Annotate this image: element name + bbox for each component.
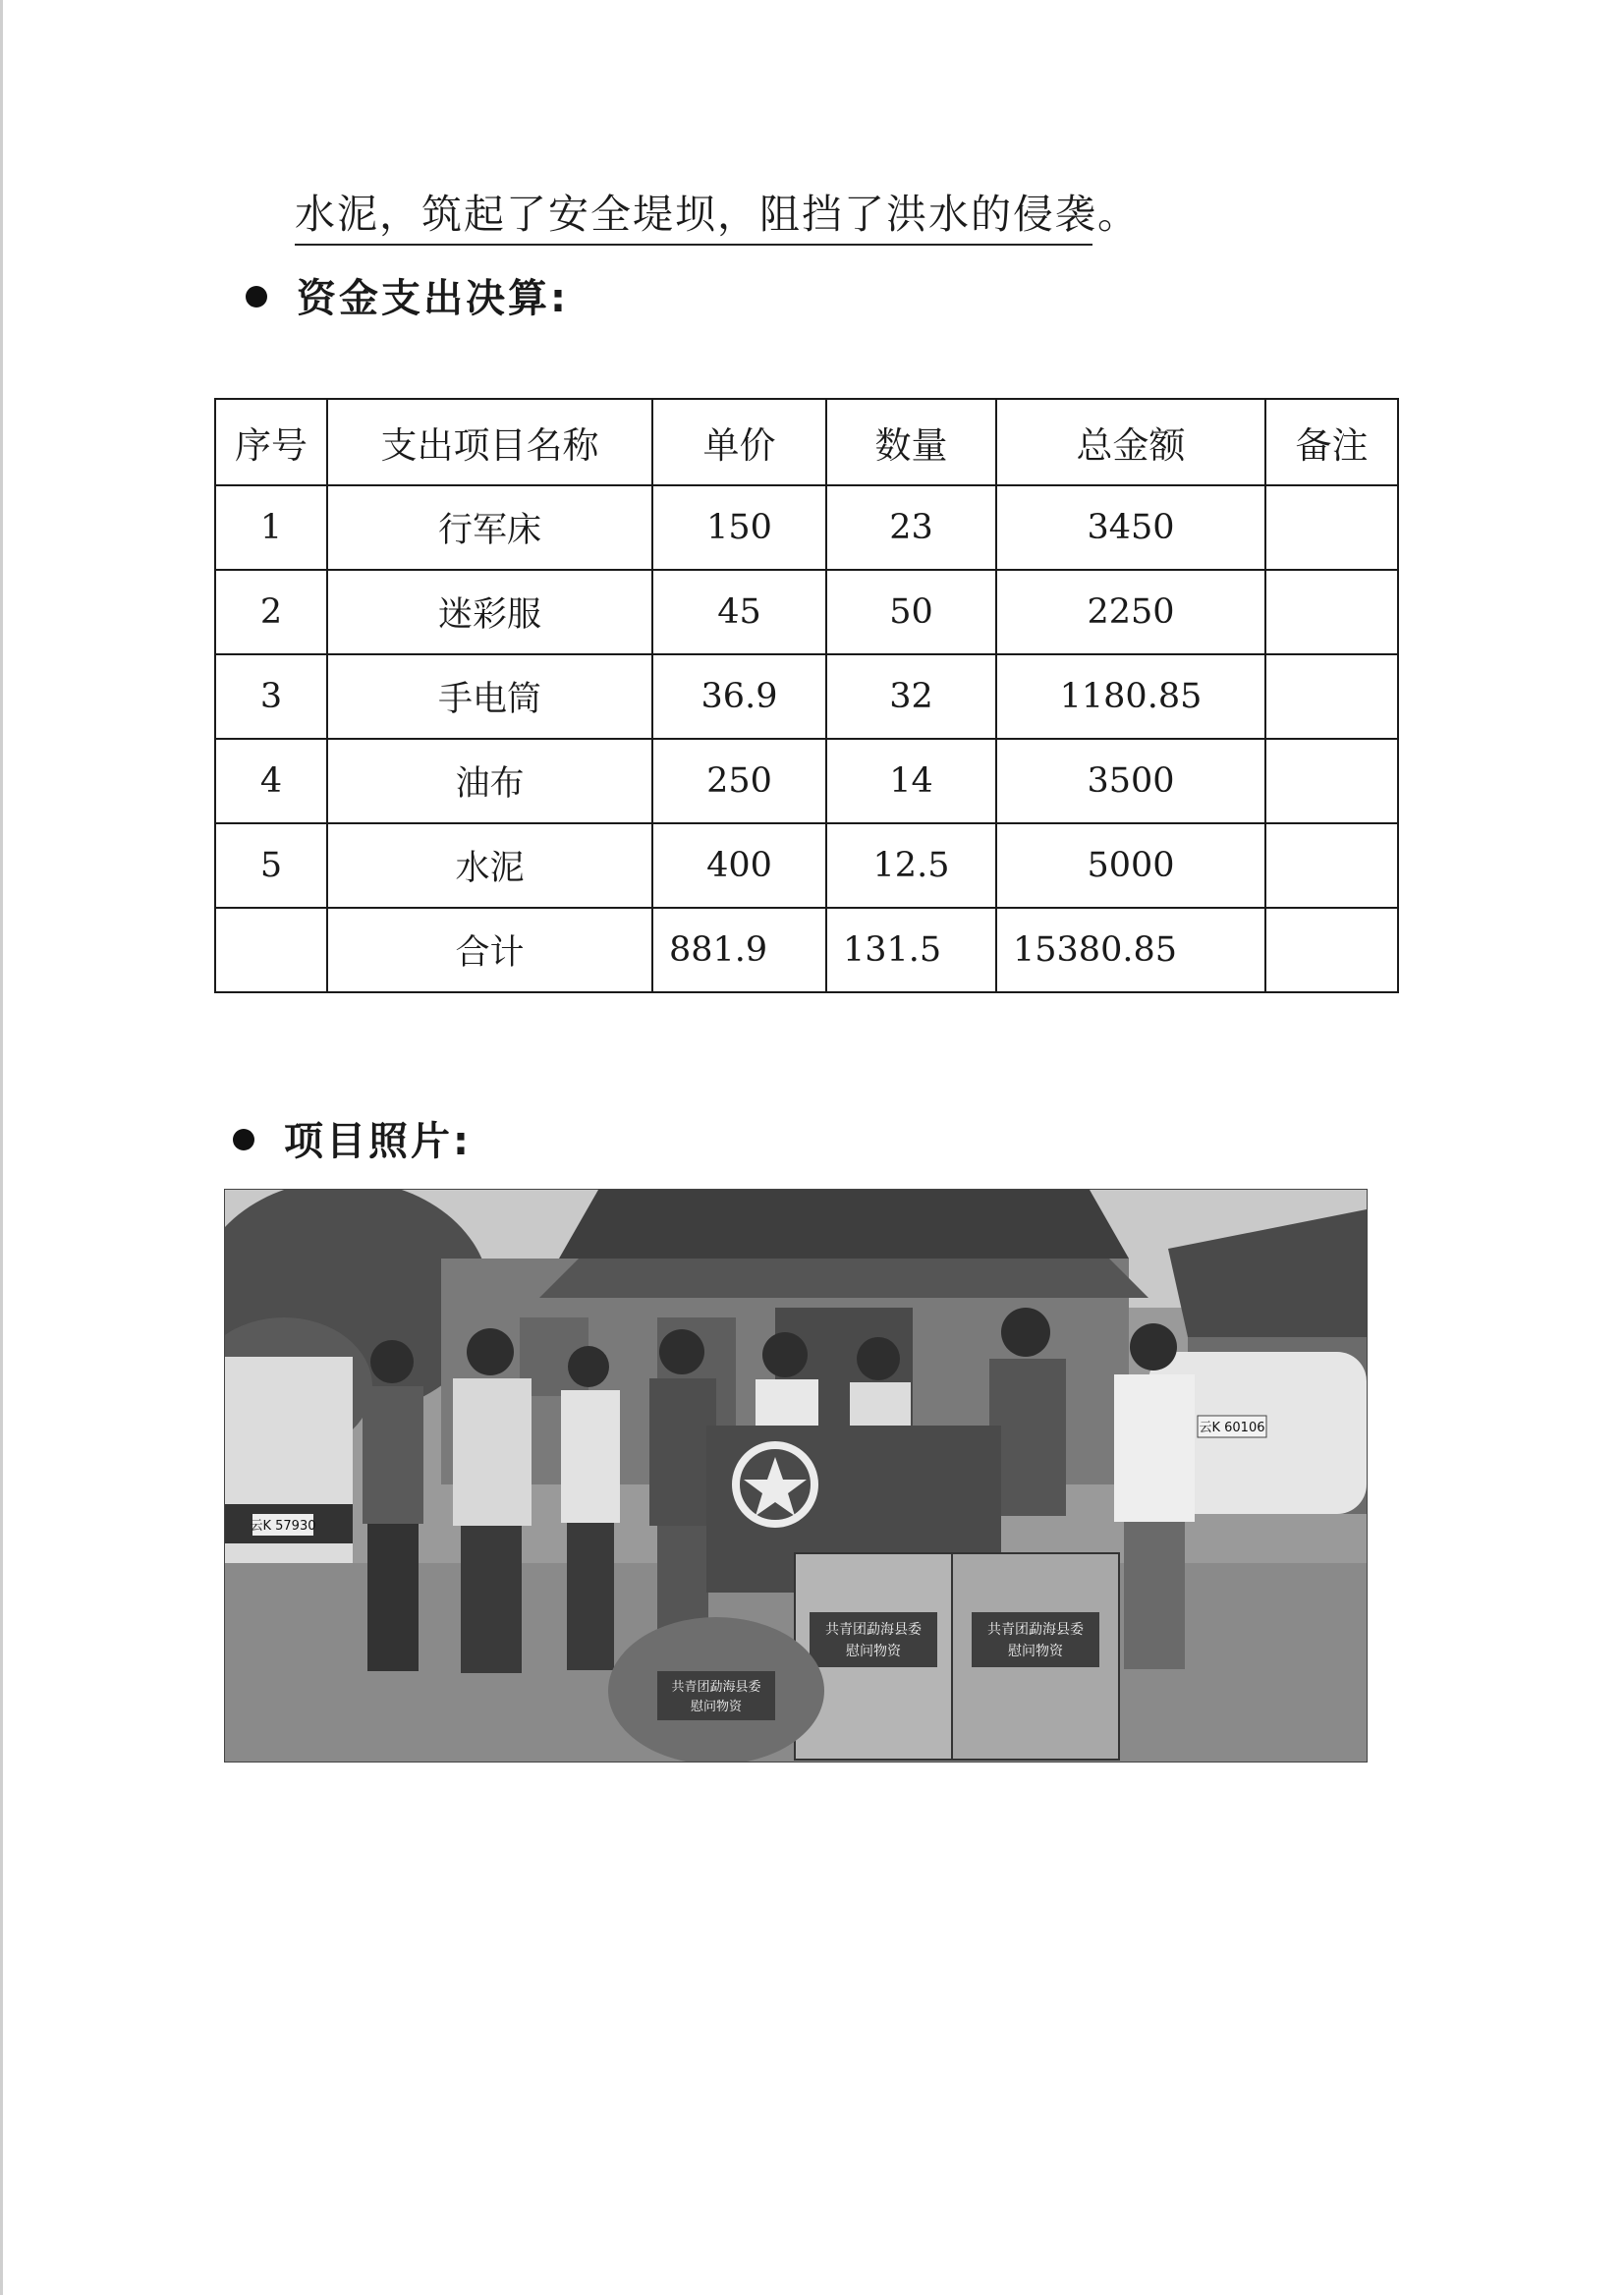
intro-text: 水泥，筑起了安全堤坝，阻挡了洪水的侵袭。	[295, 187, 1092, 246]
header-cell: 单价	[652, 399, 826, 485]
table-cell: 12.5	[826, 823, 996, 908]
header-cell: 备注	[1265, 399, 1398, 485]
table-cell: 45	[652, 570, 826, 654]
person-legs	[367, 1524, 419, 1671]
table-cell: 400	[652, 823, 826, 908]
table-cell: 131.5	[826, 908, 996, 992]
roof	[559, 1190, 1129, 1259]
table-cell: 2250	[996, 570, 1265, 654]
table-cell: 32	[826, 654, 996, 739]
scan-edge	[0, 0, 3, 2295]
license-plate-text: 云K 57930	[250, 1519, 316, 1534]
person-body	[363, 1386, 423, 1524]
table-cell: 手电筒	[327, 654, 652, 739]
table-cell	[1265, 570, 1398, 654]
person-body	[1114, 1374, 1195, 1522]
table-cell: 4	[215, 739, 327, 823]
table-cell	[215, 908, 327, 992]
pickup-truck	[225, 1357, 353, 1583]
table-header-row	[215, 399, 1398, 485]
roof-lower	[539, 1259, 1148, 1298]
table-row	[215, 823, 1398, 908]
person-legs	[461, 1526, 522, 1673]
person-head	[857, 1337, 900, 1380]
table-cell: 50	[826, 570, 996, 654]
box-label-text: 共青团勐海县委	[671, 1680, 761, 1695]
table-cell: 水泥	[327, 823, 652, 908]
table-cell: 1180.85	[996, 654, 1265, 739]
box-label-text: 共青团勐海县委	[825, 1622, 922, 1638]
table-cell: 迷彩服	[327, 570, 652, 654]
table-cell: 150	[652, 485, 826, 570]
person-head	[370, 1340, 414, 1383]
header-cell: 支出项目名称	[327, 399, 652, 485]
table-row	[215, 570, 1398, 654]
table-cell	[1265, 739, 1398, 823]
table-cell: 3	[215, 654, 327, 739]
box-label-text: 慰问物资	[690, 1700, 743, 1714]
expense-heading	[246, 267, 569, 323]
box-label-text: 共青团勐海县委	[987, 1622, 1084, 1638]
header-cell: 序号	[215, 399, 327, 485]
table-cell: 行军床	[327, 485, 652, 570]
table-cell: 5	[215, 823, 327, 908]
person-head	[659, 1329, 704, 1374]
expense-table	[214, 398, 1399, 993]
photos-heading	[233, 1110, 472, 1166]
table-cell: 3450	[996, 485, 1265, 570]
person-head	[467, 1328, 514, 1375]
person-body	[561, 1390, 620, 1523]
table-cell	[1265, 908, 1398, 992]
table-cell: 36.9	[652, 654, 826, 739]
table-cell: 合计	[327, 908, 652, 992]
photos-heading-label: 项目照片:	[284, 1119, 472, 1164]
table-cell: 5000	[996, 823, 1265, 908]
table-cell: 250	[652, 739, 826, 823]
box-label-text: 慰问物资	[1008, 1644, 1063, 1659]
person-head	[1130, 1323, 1177, 1371]
table-row	[215, 739, 1398, 823]
person-body	[453, 1378, 532, 1526]
table-cell: 2	[215, 570, 327, 654]
table-row	[215, 485, 1398, 570]
table-cell: 15380.85	[996, 908, 1265, 992]
expense-heading-label: 资金支出决算:	[297, 276, 569, 321]
header-cell: 总金额	[996, 399, 1265, 485]
table-cell: 14	[826, 739, 996, 823]
table-cell: 881.9	[652, 908, 826, 992]
person-body	[649, 1378, 716, 1526]
license-plate-text: 云K 60106	[1199, 1421, 1265, 1435]
table-total-row	[215, 908, 1398, 992]
person-head	[762, 1332, 808, 1377]
project-photo-illustration	[225, 1190, 1367, 1762]
person-head	[568, 1346, 609, 1387]
header-cell: 数量	[826, 399, 996, 485]
table-cell: 3500	[996, 739, 1265, 823]
person-legs	[1124, 1522, 1185, 1669]
project-photo	[224, 1189, 1368, 1763]
bullet-icon	[246, 286, 267, 308]
table-cell	[1265, 823, 1398, 908]
person-head	[1001, 1308, 1050, 1357]
table-cell: 1	[215, 485, 327, 570]
person-legs	[567, 1523, 614, 1670]
table-row	[215, 654, 1398, 739]
table-cell: 23	[826, 485, 996, 570]
bullet-icon	[233, 1129, 254, 1150]
box-label-text: 慰问物资	[846, 1644, 901, 1659]
table-cell	[1265, 485, 1398, 570]
table-cell: 油布	[327, 739, 652, 823]
table-cell	[1265, 654, 1398, 739]
